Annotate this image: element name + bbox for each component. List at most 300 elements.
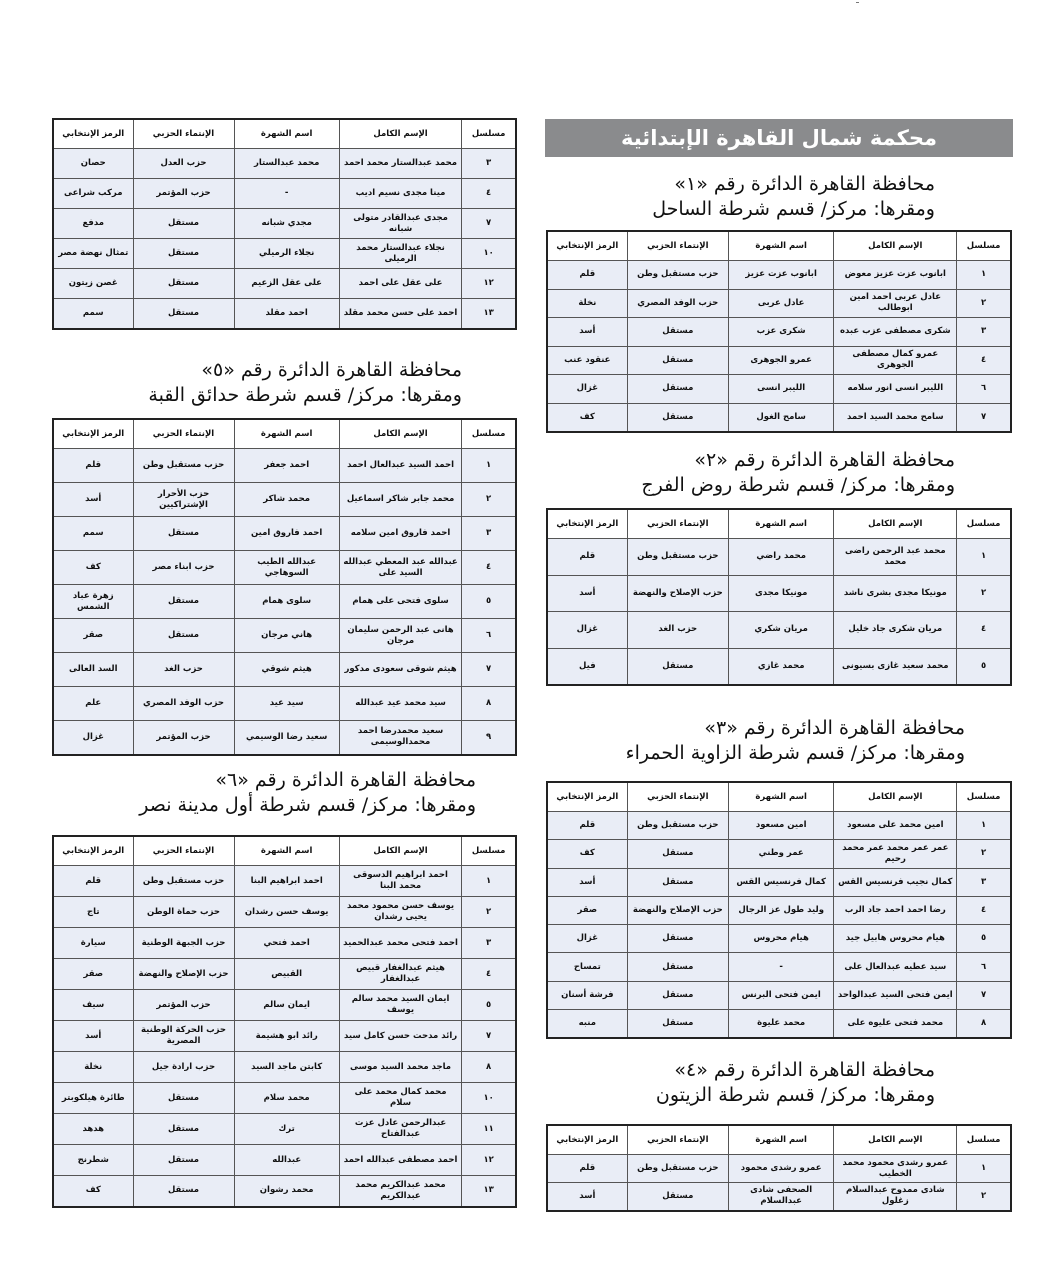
cell-serial: ١ bbox=[462, 449, 516, 483]
cell-nickname: محمد عليوة bbox=[728, 1010, 834, 1038]
header-serial: مسلسل bbox=[957, 1125, 1011, 1155]
cell-party: حزب حماة الوطن bbox=[133, 897, 234, 928]
cell-symbol: قلم bbox=[547, 261, 627, 290]
cell-full-name: هانى عبد الرحمن سليمان مرجان bbox=[339, 619, 461, 653]
cell-full-name: احمد على حسن محمد مقلد bbox=[339, 299, 461, 329]
district-title-7 bbox=[139, 768, 476, 818]
cell-nickname: القبيص bbox=[234, 959, 339, 990]
cell-party: مستقل bbox=[627, 346, 728, 375]
header-party: الإنتماء الحزبي bbox=[627, 782, 728, 812]
cell-serial: ٤ bbox=[957, 346, 1011, 375]
table-header-row bbox=[53, 836, 516, 866]
cell-full-name: مونيكا مجدى بشرى ناشد bbox=[834, 575, 957, 612]
cell-symbol: فرشة أسنان bbox=[547, 981, 627, 1009]
header-nickname: اسم الشهرة bbox=[728, 782, 834, 812]
cell-full-name: عمر عمر محمد عمر محمد رحيم bbox=[834, 840, 957, 868]
cell-nickname: سيد عيد bbox=[234, 687, 339, 721]
cell-party: حزب ابناء مصر bbox=[133, 551, 234, 585]
district-heading: محافظة القاهرة الدائرة رقم «٣» bbox=[704, 717, 965, 739]
cell-nickname: محمد راضي bbox=[728, 539, 834, 576]
table-row bbox=[53, 653, 516, 687]
cell-party: مستقل bbox=[627, 981, 728, 1009]
cell-symbol: هدهد bbox=[53, 1114, 133, 1145]
cell-symbol: قلم bbox=[53, 449, 133, 483]
cell-nickname: امين مسعود bbox=[728, 812, 834, 840]
table-row bbox=[53, 1114, 516, 1145]
cell-serial: ٧ bbox=[957, 981, 1011, 1009]
cell-serial: ٥ bbox=[462, 585, 516, 619]
cell-full-name: نجلاء عبدالستار محمد الرميلى bbox=[339, 239, 461, 269]
cell-full-name: عادل عربى احمد امين ابوطالب bbox=[834, 289, 957, 318]
cell-symbol: صقر bbox=[53, 959, 133, 990]
header-symbol: الرمز الإنتخابي bbox=[53, 119, 133, 149]
cell-full-name: سيد عطيه عبدالعال على bbox=[834, 953, 957, 981]
header-full-name: الإسم الكامل bbox=[834, 1125, 957, 1155]
cell-symbol: نخلة bbox=[547, 289, 627, 318]
table-row bbox=[53, 269, 516, 299]
cell-full-name: محمد سعيد غازى بسيونى bbox=[834, 648, 957, 685]
table-row bbox=[547, 1010, 1011, 1038]
table-row bbox=[53, 687, 516, 721]
cell-symbol: قلم bbox=[547, 812, 627, 840]
cell-symbol: منبه bbox=[547, 1010, 627, 1038]
cell-serial: ٨ bbox=[957, 1010, 1011, 1038]
candidates-table-3 bbox=[546, 781, 1012, 1039]
cell-full-name: امين محمد على مسعود bbox=[834, 812, 957, 840]
cell-serial: ٥ bbox=[462, 990, 516, 1021]
table-row bbox=[547, 981, 1011, 1009]
candidates-table-2 bbox=[546, 508, 1012, 686]
cell-party: مستقل bbox=[133, 619, 234, 653]
header-nickname: اسم الشهرة bbox=[234, 119, 339, 149]
cell-nickname: ايمان سالم bbox=[234, 990, 339, 1021]
cell-party: حزب الغد bbox=[627, 612, 728, 649]
cell-party: حزب مستقبل وطن bbox=[627, 539, 728, 576]
cell-serial: ٧ bbox=[462, 653, 516, 687]
cell-symbol: تاج bbox=[53, 897, 133, 928]
district-location: ومقرها: مركز/ قسم شرطة روض الفرج bbox=[641, 474, 955, 496]
cell-party: حزب المؤتمر bbox=[133, 179, 234, 209]
cell-party: مستقل bbox=[627, 318, 728, 347]
court-title-banner: محكمة شمال القاهرة الإبتدائية bbox=[545, 119, 1013, 157]
cell-full-name: محمد كمال محمد على سلام bbox=[339, 1083, 461, 1114]
cell-party: مستقل bbox=[133, 1114, 234, 1145]
cell-party: حزب مستقبل وطن bbox=[133, 449, 234, 483]
cell-serial: ٨ bbox=[462, 1052, 516, 1083]
cell-full-name: عمرو كمال مصطفى الجوهرى bbox=[834, 346, 957, 375]
table-row bbox=[547, 612, 1011, 649]
cell-symbol: أسد bbox=[53, 483, 133, 517]
cell-serial: ٤ bbox=[957, 612, 1011, 649]
cell-serial: ١٢ bbox=[462, 269, 516, 299]
cell-party: حزب الوفد المصري bbox=[133, 687, 234, 721]
cell-party: مستقل bbox=[133, 1176, 234, 1207]
cell-party: مستقل bbox=[627, 403, 728, 432]
header-symbol: الرمز الإنتخابي bbox=[547, 231, 627, 261]
cell-serial: ٤ bbox=[462, 959, 516, 990]
cell-serial: ١٢ bbox=[462, 1145, 516, 1176]
header-party: الإنتماء الحزبي bbox=[133, 836, 234, 866]
cell-full-name: سيد محمد عيد عبدالله bbox=[339, 687, 461, 721]
cell-symbol: غزال bbox=[547, 612, 627, 649]
cell-symbol: غزال bbox=[547, 375, 627, 404]
cell-nickname: مجدي شبانه bbox=[234, 209, 339, 239]
cell-symbol: كف bbox=[547, 403, 627, 432]
cell-party: مستقل bbox=[627, 953, 728, 981]
cell-serial: ٦ bbox=[957, 953, 1011, 981]
table-row bbox=[53, 551, 516, 585]
cell-party: مستقل bbox=[133, 269, 234, 299]
cell-nickname: عمرو رشدى محمود bbox=[728, 1155, 834, 1183]
cell-symbol: سمم bbox=[53, 517, 133, 551]
table-row bbox=[53, 866, 516, 897]
top-edge-mark bbox=[856, 2, 859, 3]
cell-symbol: عنقود عنب bbox=[547, 346, 627, 375]
header-nickname: اسم الشهرة bbox=[728, 1125, 834, 1155]
cell-party: حزب الإصلاح والنهضة bbox=[627, 575, 728, 612]
table-row bbox=[53, 959, 516, 990]
district-title-1 bbox=[652, 172, 935, 222]
table-row bbox=[53, 483, 516, 517]
cell-nickname: محمد رشوان bbox=[234, 1176, 339, 1207]
cell-nickname: - bbox=[234, 179, 339, 209]
cell-serial: ٤ bbox=[462, 179, 516, 209]
table-row bbox=[547, 261, 1011, 290]
cell-serial: ١٠ bbox=[462, 1083, 516, 1114]
table-header-row bbox=[547, 509, 1011, 539]
cell-nickname: هيثم شوقي bbox=[234, 653, 339, 687]
cell-party: مستقل bbox=[627, 840, 728, 868]
cell-serial: ٢ bbox=[957, 289, 1011, 318]
header-party: الإنتماء الحزبي bbox=[627, 509, 728, 539]
cell-full-name: على عقل على احمد bbox=[339, 269, 461, 299]
cell-party: حزب الحركة الوطنية المصرية bbox=[133, 1021, 234, 1052]
cell-symbol: أسد bbox=[547, 318, 627, 347]
cell-nickname: سعيد رضا الوسيمي bbox=[234, 721, 339, 755]
cell-serial: ٢ bbox=[462, 897, 516, 928]
cell-full-name: محمد عبدالكريم محمد عبدالكريم bbox=[339, 1176, 461, 1207]
cell-nickname: محمد شاكر bbox=[234, 483, 339, 517]
cell-symbol: قلم bbox=[53, 866, 133, 897]
header-serial: مسلسل bbox=[957, 231, 1011, 261]
district-heading: محافظة القاهرة الدائرة رقم «٥» bbox=[201, 359, 462, 381]
header-symbol: الرمز الإنتخابي bbox=[547, 509, 627, 539]
cell-symbol: تمثال نهضة مصر bbox=[53, 239, 133, 269]
table-row bbox=[53, 239, 516, 269]
cell-party: مستقل bbox=[627, 648, 728, 685]
district-location: ومقرها: مركز/ قسم شرطة الزاوية الحمراء bbox=[625, 742, 965, 764]
header-party: الإنتماء الحزبي bbox=[133, 119, 234, 149]
cell-full-name: ماجد محمد السيد موسى bbox=[339, 1052, 461, 1083]
district-location: ومقرها: مركز/ قسم شرطة الزيتون bbox=[655, 1084, 935, 1106]
district-location: ومقرها: مركز/ قسم شرطة حدائق القبة bbox=[148, 384, 462, 406]
cell-symbol: مدفع bbox=[53, 209, 133, 239]
cell-symbol: مركب شراعى bbox=[53, 179, 133, 209]
cell-nickname: الليبر انسى bbox=[728, 375, 834, 404]
cell-party: حزب مستقبل وطن bbox=[627, 261, 728, 290]
cell-symbol: السد العالى bbox=[53, 653, 133, 687]
table-row bbox=[53, 928, 516, 959]
cell-serial: ٢ bbox=[462, 483, 516, 517]
table-row bbox=[53, 619, 516, 653]
cell-full-name: ايمن فتحى السيد عبدالواحد bbox=[834, 981, 957, 1009]
cell-symbol: قلم bbox=[547, 1155, 627, 1183]
cell-symbol: نخلة bbox=[53, 1052, 133, 1083]
cell-symbol: أسد bbox=[547, 575, 627, 612]
cell-nickname: مونيكا مجدى bbox=[728, 575, 834, 612]
cell-nickname: يوسف حسن رشدان bbox=[234, 897, 339, 928]
header-full-name: الإسم الكامل bbox=[339, 119, 461, 149]
header-nickname: اسم الشهرة bbox=[728, 231, 834, 261]
cell-symbol: صقر bbox=[53, 619, 133, 653]
table-row bbox=[547, 575, 1011, 612]
cell-full-name: سلوى فتحى على همام bbox=[339, 585, 461, 619]
table-row bbox=[53, 299, 516, 329]
cell-party: حزب الإصلاح والنهضة bbox=[627, 896, 728, 924]
cell-party: مستقل bbox=[627, 1183, 728, 1211]
cell-nickname: احمد فتحي bbox=[234, 928, 339, 959]
cell-full-name: ابانوب عزت عزيز معوض bbox=[834, 261, 957, 290]
cell-party: مستقل bbox=[133, 299, 234, 329]
cell-serial: ١ bbox=[957, 539, 1011, 576]
table-row bbox=[547, 868, 1011, 896]
table-row bbox=[547, 648, 1011, 685]
cell-full-name: محمد جابر شاكر اسماعيل bbox=[339, 483, 461, 517]
cell-party: حزب المؤتمر bbox=[133, 990, 234, 1021]
district-heading: محافظة القاهرة الدائرة رقم «١» bbox=[674, 173, 935, 195]
cell-serial: ٧ bbox=[462, 1021, 516, 1052]
cell-nickname: احمد ابراهيم البنا bbox=[234, 866, 339, 897]
header-party: الإنتماء الحزبي bbox=[133, 419, 234, 449]
cell-serial: ٢ bbox=[957, 1183, 1011, 1211]
cell-nickname: عادل عربى bbox=[728, 289, 834, 318]
header-full-name: الإسم الكامل bbox=[834, 509, 957, 539]
cell-full-name: هيثم عبدالغفار قبيص عبدالغفار bbox=[339, 959, 461, 990]
cell-serial: ٥ bbox=[957, 648, 1011, 685]
table-row bbox=[53, 1176, 516, 1207]
cell-nickname: عبدالله الطيب السوهاجي bbox=[234, 551, 339, 585]
header-symbol: الرمز الإنتخابي bbox=[547, 1125, 627, 1155]
cell-symbol: غزال bbox=[547, 925, 627, 953]
cell-symbol: فيل bbox=[547, 648, 627, 685]
table-row bbox=[547, 375, 1011, 404]
cell-symbol: كف bbox=[53, 551, 133, 585]
cell-symbol: زهرة عباد الشمس bbox=[53, 585, 133, 619]
cell-symbol: أسد bbox=[547, 868, 627, 896]
cell-party: حزب مستقبل وطن bbox=[133, 866, 234, 897]
table-row bbox=[53, 585, 516, 619]
district-title-2 bbox=[641, 448, 955, 498]
cell-full-name: شادى ممدوح عبدالسلام زغلول bbox=[834, 1183, 957, 1211]
table-row bbox=[53, 517, 516, 551]
district-heading: محافظة القاهرة الدائرة رقم «٦» bbox=[215, 769, 476, 791]
table-row bbox=[53, 449, 516, 483]
table-row bbox=[547, 953, 1011, 981]
cell-full-name: سعيد محمدرضا احمد محمدالوسيمى bbox=[339, 721, 461, 755]
cell-nickname: احمد مقلد bbox=[234, 299, 339, 329]
cell-full-name: مينا مجدى نسيم اديب bbox=[339, 179, 461, 209]
cell-party: مستقل bbox=[133, 1083, 234, 1114]
cell-full-name: محمد عبدالستار محمد احمد bbox=[339, 149, 461, 179]
cell-party: مستقل bbox=[133, 209, 234, 239]
cell-full-name: احمد مصطفى عبدالله احمد bbox=[339, 1145, 461, 1176]
district-heading: محافظة القاهرة الدائرة رقم «٢» bbox=[694, 449, 955, 471]
district-title-4 bbox=[656, 1058, 935, 1108]
cell-symbol: أسد bbox=[547, 1183, 627, 1211]
cell-party: حزب الوفد المصري bbox=[627, 289, 728, 318]
cell-symbol: غزال bbox=[53, 721, 133, 755]
cell-full-name: مريان شكرى جاد خليل bbox=[834, 612, 957, 649]
cell-nickname: عمر وطني bbox=[728, 840, 834, 868]
cell-full-name: ايمان السيد محمد سالم يوسف bbox=[339, 990, 461, 1021]
table-row bbox=[547, 896, 1011, 924]
table-header-row bbox=[547, 231, 1011, 261]
header-full-name: الإسم الكامل bbox=[834, 782, 957, 812]
table-row bbox=[53, 149, 516, 179]
district-location: ومقرها: مركز/ قسم شرطة الساحل bbox=[652, 198, 935, 220]
cell-nickname: سامح الغول bbox=[728, 403, 834, 432]
cell-full-name: محمد فتحى عليوه على bbox=[834, 1010, 957, 1038]
table-row bbox=[547, 539, 1011, 576]
cell-full-name: رضا احمد احمد جاد الرب bbox=[834, 896, 957, 924]
table-row bbox=[547, 346, 1011, 375]
cell-serial: ٢ bbox=[957, 840, 1011, 868]
candidates-table-4 bbox=[546, 1124, 1012, 1212]
table-row bbox=[53, 1021, 516, 1052]
cell-serial: ٣ bbox=[957, 318, 1011, 347]
header-serial: مسلسل bbox=[462, 119, 516, 149]
table-row bbox=[547, 812, 1011, 840]
cell-nickname: - bbox=[728, 953, 834, 981]
header-serial: مسلسل bbox=[462, 836, 516, 866]
cell-serial: ٢ bbox=[957, 575, 1011, 612]
cell-full-name: يوسف حسن محمود محمد يحيى رشدان bbox=[339, 897, 461, 928]
cell-party: حزب الجبهة الوطنية bbox=[133, 928, 234, 959]
cell-symbol: علم bbox=[53, 687, 133, 721]
cell-serial: ٦ bbox=[957, 375, 1011, 404]
header-symbol: الرمز الإنتخابي bbox=[53, 419, 133, 449]
cell-nickname: محمد سلام bbox=[234, 1083, 339, 1114]
header-party: الإنتماء الحزبي bbox=[627, 1125, 728, 1155]
cell-serial: ١٠ bbox=[462, 239, 516, 269]
header-symbol: الرمز الإنتخابي bbox=[547, 782, 627, 812]
district-title-6 bbox=[148, 358, 462, 408]
table-row bbox=[53, 209, 516, 239]
cell-serial: ٧ bbox=[957, 403, 1011, 432]
cell-nickname: على عقل الزعيم bbox=[234, 269, 339, 299]
cell-full-name: سامح محمد السيد احمد bbox=[834, 403, 957, 432]
cell-full-name: الليبر انسى انور سلامه bbox=[834, 375, 957, 404]
cell-serial: ١ bbox=[957, 261, 1011, 290]
cell-symbol: كف bbox=[547, 840, 627, 868]
cell-party: مستقل bbox=[627, 1010, 728, 1038]
district-title-3 bbox=[626, 716, 965, 766]
cell-party: مستقل bbox=[133, 239, 234, 269]
cell-serial: ٣ bbox=[462, 149, 516, 179]
cell-party: حزب الأحرار الإشتراكيين bbox=[133, 483, 234, 517]
district-location: ومقرها: مركز/ قسم شرطة أول مدينة نصر bbox=[139, 794, 476, 816]
cell-party: مستقل bbox=[133, 585, 234, 619]
cell-symbol: سيف bbox=[53, 990, 133, 1021]
table-row bbox=[547, 318, 1011, 347]
table-row bbox=[547, 840, 1011, 868]
cell-nickname: محمد عبدالستار bbox=[234, 149, 339, 179]
header-serial: مسلسل bbox=[957, 509, 1011, 539]
cell-symbol: سمم bbox=[53, 299, 133, 329]
cell-nickname: محمد غازي bbox=[728, 648, 834, 685]
header-nickname: اسم الشهرة bbox=[234, 419, 339, 449]
cell-serial: ١٣ bbox=[462, 1176, 516, 1207]
cell-full-name: احمد فاروق امين سلامه bbox=[339, 517, 461, 551]
cell-serial: ٣ bbox=[462, 517, 516, 551]
cell-symbol: حصان bbox=[53, 149, 133, 179]
header-nickname: اسم الشهرة bbox=[728, 509, 834, 539]
header-party: الإنتماء الحزبي bbox=[627, 231, 728, 261]
cell-nickname: كمال فرنسيس القس bbox=[728, 868, 834, 896]
table-row bbox=[53, 1083, 516, 1114]
cell-party: حزب الغد bbox=[133, 653, 234, 687]
candidates-table-1 bbox=[546, 230, 1012, 433]
cell-serial: ١ bbox=[957, 812, 1011, 840]
table-row bbox=[53, 1052, 516, 1083]
header-full-name: الإسم الكامل bbox=[339, 836, 461, 866]
cell-full-name: عبدالله عبد المعطي عبدالله السيد على bbox=[339, 551, 461, 585]
cell-full-name: هيثم شوقى سعودى مدكور bbox=[339, 653, 461, 687]
cell-full-name: احمد السيد عبدالعال احمد bbox=[339, 449, 461, 483]
table-row bbox=[547, 925, 1011, 953]
header-symbol: الرمز الإنتخابي bbox=[53, 836, 133, 866]
header-full-name: الإسم الكامل bbox=[339, 419, 461, 449]
table-row bbox=[547, 1155, 1011, 1183]
cell-serial: ٦ bbox=[462, 619, 516, 653]
table-row bbox=[53, 721, 516, 755]
cell-party: حزب المؤتمر bbox=[133, 721, 234, 755]
cell-serial: ٥ bbox=[957, 925, 1011, 953]
cell-party: مستقل bbox=[627, 868, 728, 896]
cell-nickname: وليد طول عز الرجال bbox=[728, 896, 834, 924]
cell-serial: ٣ bbox=[462, 928, 516, 959]
candidates-table-5 bbox=[52, 118, 517, 330]
table-header-row bbox=[547, 782, 1011, 812]
cell-serial: ٩ bbox=[462, 721, 516, 755]
table-row bbox=[547, 289, 1011, 318]
cell-nickname: شكرى عزب bbox=[728, 318, 834, 347]
cell-nickname: ترك bbox=[234, 1114, 339, 1145]
cell-nickname: عمرو الجوهرى bbox=[728, 346, 834, 375]
table-header-row bbox=[53, 419, 516, 449]
cell-serial: ١٣ bbox=[462, 299, 516, 329]
cell-full-name: محمد عبد الرحمن راضى محمد bbox=[834, 539, 957, 576]
table-row bbox=[53, 1145, 516, 1176]
cell-nickname: احمد جعفر bbox=[234, 449, 339, 483]
cell-symbol: شطرنج bbox=[53, 1145, 133, 1176]
cell-full-name: كمال نجيب فرنسيس القس bbox=[834, 868, 957, 896]
cell-nickname: هاني مرجان bbox=[234, 619, 339, 653]
cell-party: مستقل bbox=[133, 1145, 234, 1176]
cell-symbol: صقر bbox=[547, 896, 627, 924]
header-nickname: اسم الشهرة bbox=[234, 836, 339, 866]
header-full-name: الإسم الكامل bbox=[834, 231, 957, 261]
table-header-row bbox=[547, 1125, 1011, 1155]
cell-full-name: احمد ابراهيم الدسوقى محمد البنا bbox=[339, 866, 461, 897]
header-serial: مسلسل bbox=[957, 782, 1011, 812]
cell-party: مستقل bbox=[627, 925, 728, 953]
district-heading: محافظة القاهرة الدائرة رقم «٤» bbox=[674, 1059, 935, 1081]
cell-party: حزب مستقبل وطن bbox=[627, 812, 728, 840]
cell-nickname: ايمن فتحى البرنس bbox=[728, 981, 834, 1009]
cell-nickname: رائد ابو هشيمة bbox=[234, 1021, 339, 1052]
cell-full-name: عمرو رشدى محمود محمد الخطيب bbox=[834, 1155, 957, 1183]
